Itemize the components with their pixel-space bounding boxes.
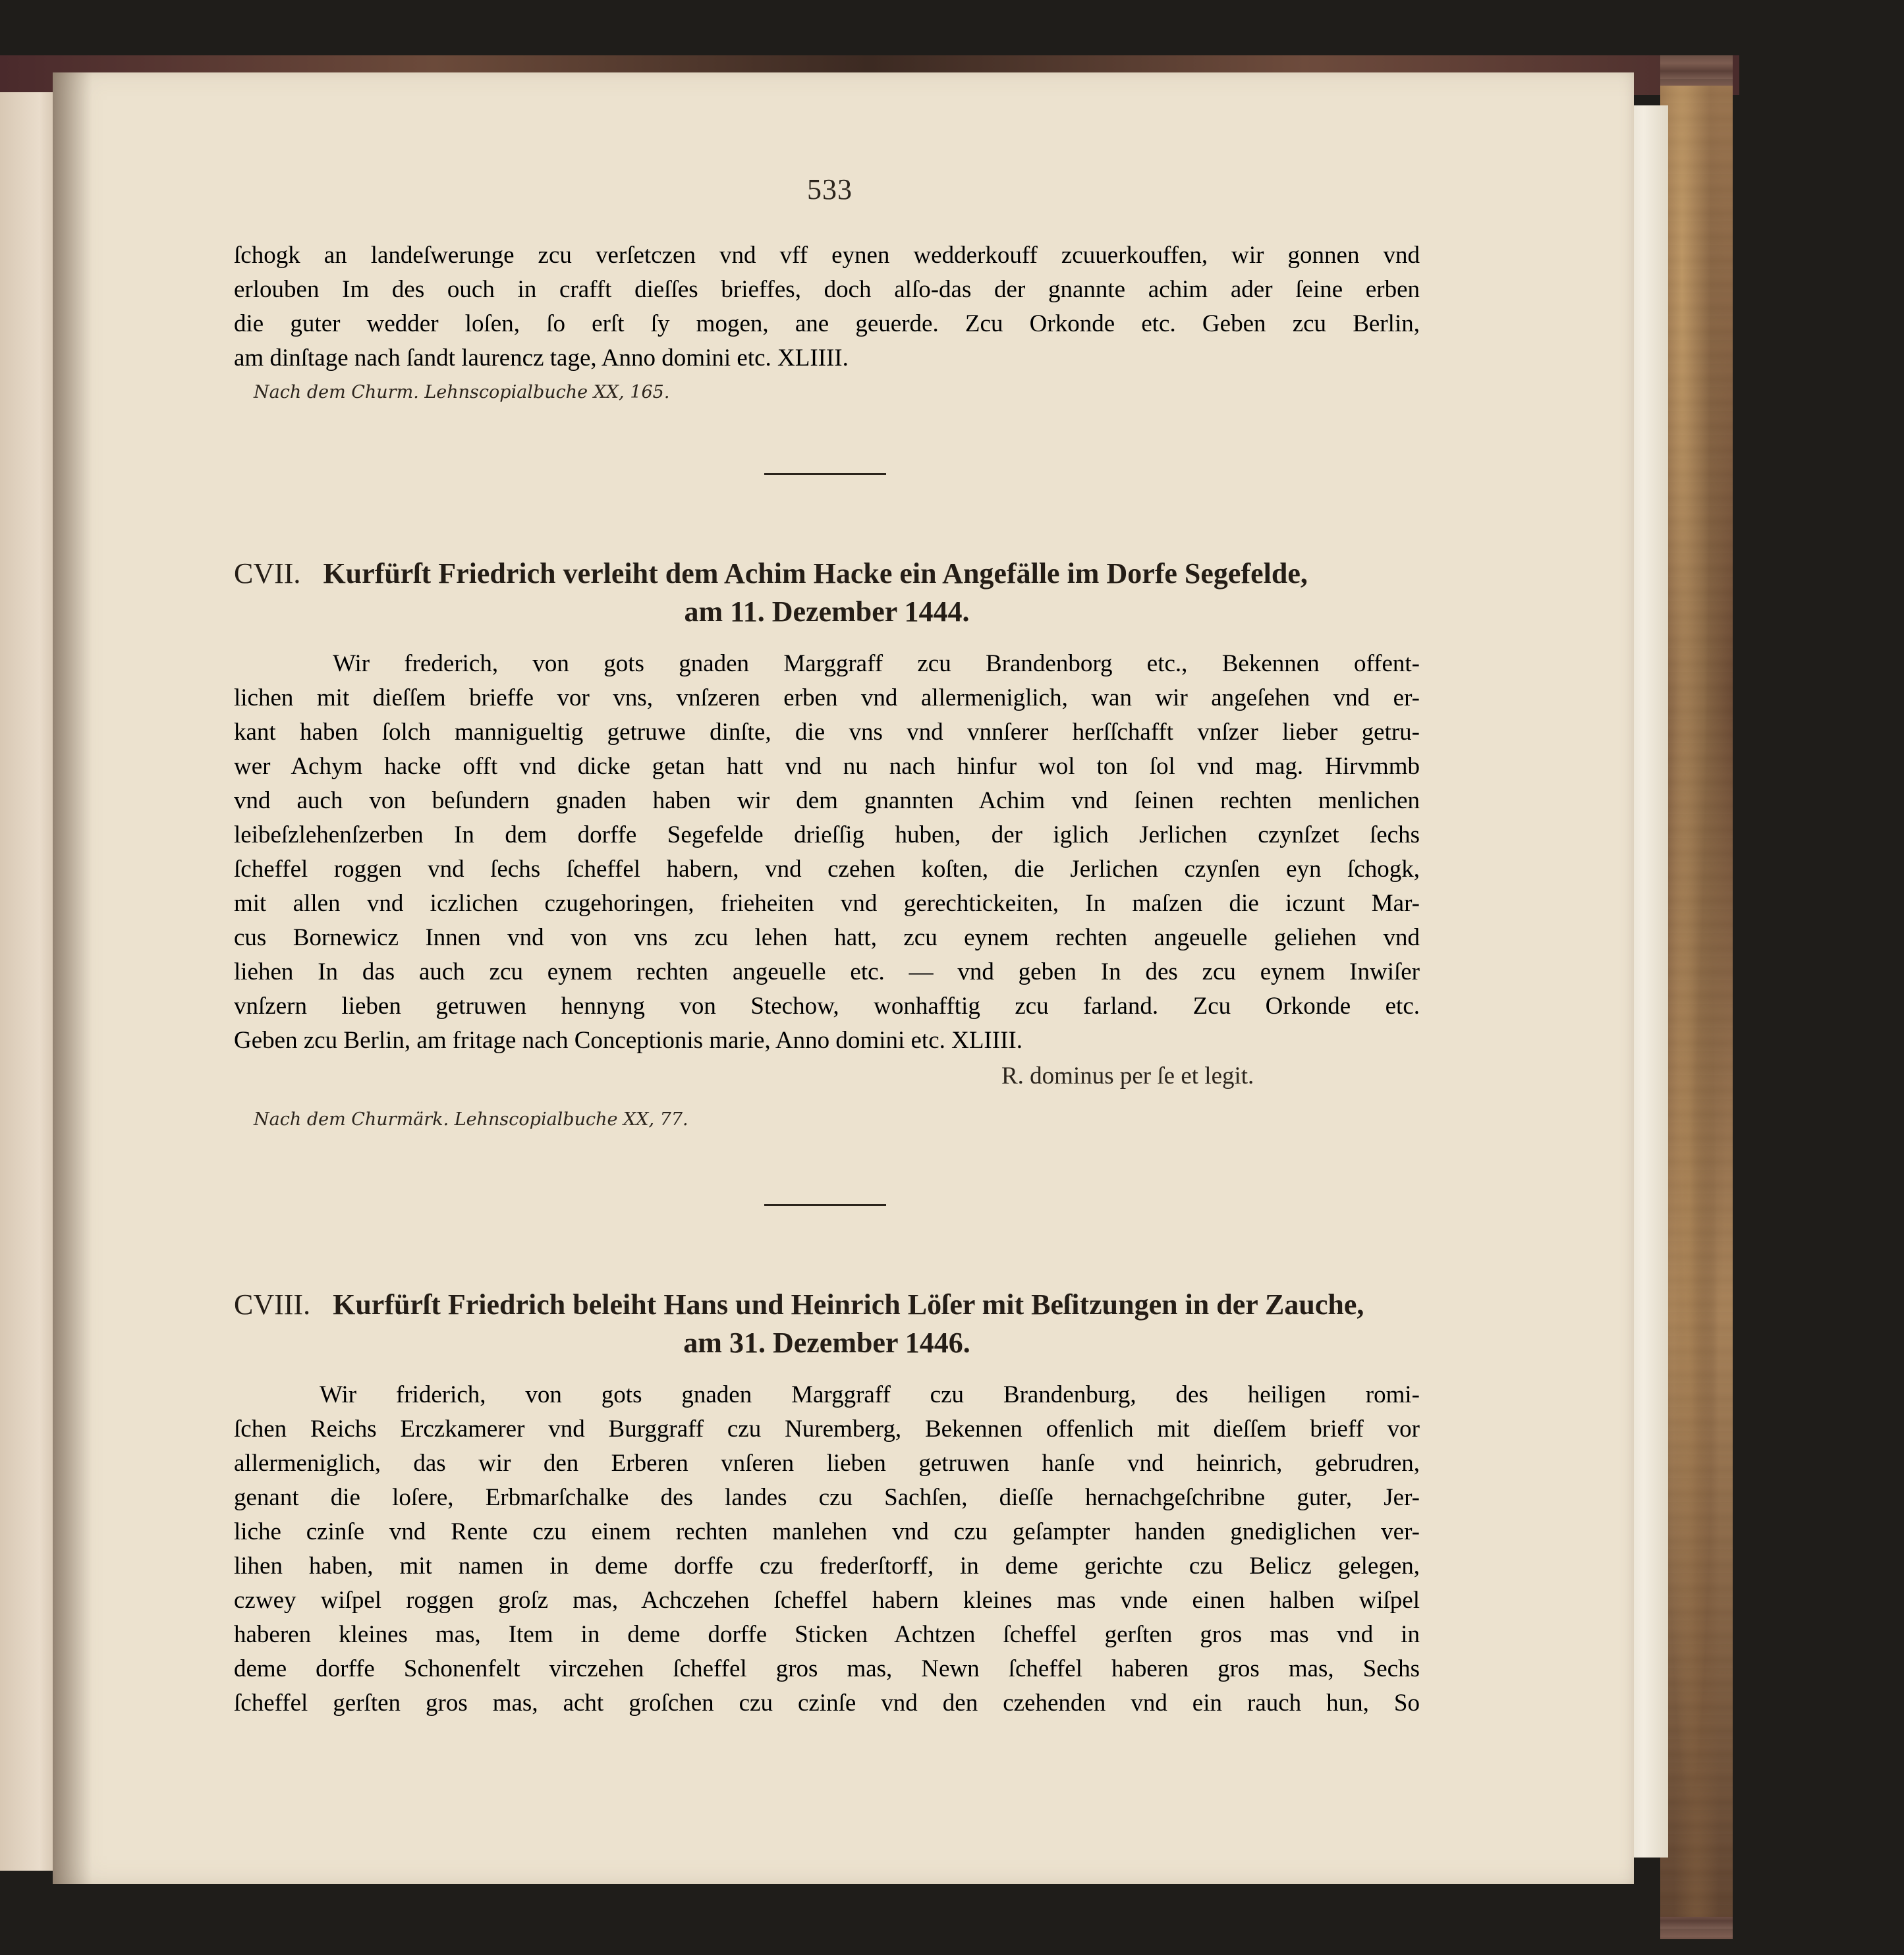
section-heading [234, 557, 1420, 590]
text-line: kant haben ſolch mannigueltig getruwe dinſte, die vns vnd vnnſerer herſſchafft vnſzer lieber getru- [234, 719, 1420, 746]
text-line: ſcheffel gerſten gros mas, acht groſchen czu czinſe vnd den czehenden vnd ein rauch hun, So [234, 1690, 1420, 1717]
section-number: CVII. [234, 557, 301, 590]
marbled-endpaper [1660, 86, 1733, 1917]
text-line: erlouben Im des ouch in crafft dieſſes brieffes, doch alſo-das der gnannte achim ader ſeine erben [234, 276, 1420, 303]
text-line: genant die loſere, Erbmarſchalke des landes czu Sachſen, dieſſe hernachgeſchribne guter, Jer- [234, 1484, 1420, 1511]
text-line: lihen haben, mit namen in deme dorffe czu frederſtorff, in deme gerichte czu Belicz gelegen, [234, 1553, 1420, 1580]
section-date: am 31. Dezember 1446. [683, 1327, 970, 1359]
section-title: Kurfürſt Friedrich beleiht Hans und Heinrich Löſer mit Beſitzungen in der Zauche, [333, 1288, 1364, 1321]
source-note: Nach dem Churm. Lehnscopialbuche XX, 165. [254, 382, 670, 402]
section-date: am 11. Dezember 1444. [684, 595, 970, 628]
text-line: ſchen Reichs Erczkamerer vnd Burggraff czu Nuremberg, Bekennen offenlich mit dieſſem brieff vor [234, 1416, 1420, 1443]
text-line: czwey wiſpel roggen groſz mas, Achczehen ſcheffel habern kleines mas vnde einen halben wiſpel [234, 1587, 1420, 1614]
gutter-shadow [53, 72, 92, 1884]
text-line: ſchogk an landeſwerunge zcu verſetczen vnd vff eynen wedderkouff zcuuerkouffen, wir gonnen vnd [234, 242, 1420, 269]
text-line: Geben zcu Berlin, am fritage nach Conceptionis marie, Anno domini etc. XLIIII. [234, 1027, 1022, 1054]
text-line: liche czinſe vnd Rente czu einem rechten manlehen vnd czu geſampter handen gnediglichen ver- [234, 1518, 1420, 1545]
text-line: am dinſtage nach ſandt laurencz tage, Anno domini etc. XLIIII. [234, 344, 849, 372]
text-line: allermeniglich, das wir den Erberen vnſeren lieben getruwen hanſe vnd heinrich, gebrudren, [234, 1450, 1420, 1477]
section-heading [234, 1288, 1420, 1321]
signature-line: R. dominus per ſe et legit. [1001, 1062, 1254, 1089]
text-line: die guter wedder loſen, ſo erſt ſy mogen, ane geuerde. Zcu Orkonde etc. Geben zcu Berlin, [234, 310, 1420, 337]
text-line: haberen kleines mas, Item in deme dorffe Sticken Achtzen ſcheffel gerſten gros mas vnd in [234, 1621, 1420, 1648]
section-number: CVIII. [234, 1288, 311, 1321]
source-note: Nach dem Churmärk. Lehnscopialbuche XX, 77. [254, 1109, 688, 1130]
text-line: lichen mit dieſſem brieffe vor vns, vnſzeren erben vnd allermeniglich, wan wir angeſehen vnd er- [234, 684, 1420, 711]
text-line: mit allen vnd iczlichen czugehoringen, frieheiten vnd gerechtickeiten, In maſzen die iczunt Mar- [234, 890, 1420, 917]
text-line: Wir frederich, von gots gnaden Marggraff zcu Brandenborg etc., Bekennen offent- [333, 650, 1420, 677]
text-line: wer Achym hacke offt vnd dicke getan hatt vnd nu nach hinfur wol ton ſol vnd mag. Hirvmmb [234, 753, 1420, 780]
text-line: liehen In das auch zcu eynem rechten angeuelle etc. — vnd geben In des zcu eynem Inwiſer [234, 958, 1420, 985]
text-line: deme dorffe Schonenfelt virczehen ſcheffel gros mas, Newn ſcheffel haberen gros mas, Sechs [234, 1655, 1420, 1682]
text-line: vnd auch von beſundern gnaden haben wir dem gnannten Achim vnd ſeinen rechten menlichen [234, 787, 1420, 814]
text-line: cus Bornewicz Innen vnd von vns zcu lehen hatt, zcu eynem rechten angeuelle geliehen vnd [234, 924, 1420, 951]
section-title: Kurfürſt Friedrich verleiht dem Achim Hacke ein Angefälle im Dorfe Segefelde, [323, 557, 1308, 590]
text-line: leibeſzlehenſzerben In dem dorffe Segefelde drieſſig huben, der iglich Jerlichen czynſzet ſechs [234, 821, 1420, 848]
section-divider [764, 473, 886, 475]
text-line: vnſzern lieben getruwen hennyng von Stechow, wonhafftig zcu farland. Zcu Orkonde etc. [234, 993, 1420, 1020]
section-divider [764, 1204, 886, 1206]
page-number: 533 [807, 173, 853, 206]
text-line: ſcheffel roggen vnd ſechs ſcheffel habern, vnd czehen koſten, die Jerlichen czynſen eyn ſchogk, [234, 856, 1420, 883]
text-line: Wir friderich, von gots gnaden Marggraff czu Brandenburg, des heiligen romi- [320, 1381, 1420, 1408]
